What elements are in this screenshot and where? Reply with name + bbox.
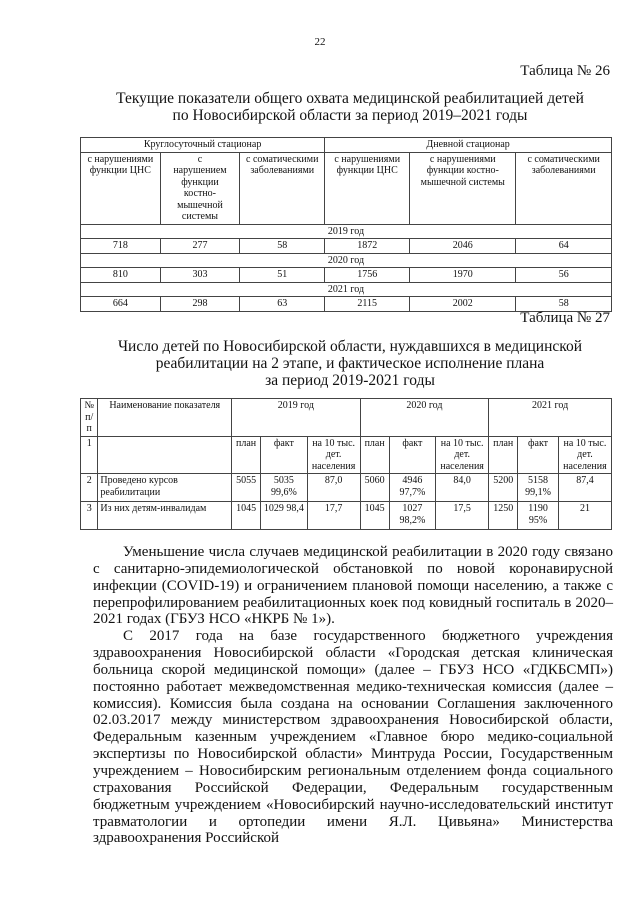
cell: 87,0 xyxy=(307,474,360,502)
column-header: с нарушениями функции ЦНС xyxy=(81,152,161,224)
group-header: Дневной стационар xyxy=(325,138,612,153)
group-row xyxy=(81,138,612,153)
column-header: с нарушением функции костно-мышечной системы xyxy=(160,152,240,224)
subheader-row xyxy=(81,436,612,474)
title-line: реабилитации на 2 этапе, и фактическое исполнение плана xyxy=(155,355,545,372)
cell: 3 xyxy=(81,502,98,530)
cell: 1872 xyxy=(325,239,410,254)
column-header: с нарушениями функции ЦНС xyxy=(325,152,410,224)
body-text xyxy=(93,544,613,847)
cell: 87,4 xyxy=(558,474,611,502)
cell: 1045 xyxy=(232,502,261,530)
sub-header: план xyxy=(232,436,261,474)
cell: 84,0 xyxy=(436,474,489,502)
cell: 1970 xyxy=(410,268,516,283)
cell: 4946 97,7% xyxy=(389,474,435,502)
year-row: 2021 год xyxy=(81,282,612,297)
column-header: с соматическими заболеваниями xyxy=(516,152,612,224)
paragraph: С 2017 года на базе государственного бюджетного учреждения здравоохранения Новосибирской области «Городская детская клиническая больница скорой медицинской помощи» (далее – ГБУЗ НСО «ГДКБСМП») постоянно работает межведомственная медико-техническая комиссия (далее – комиссия). Комиссия была создана на основании Соглашения заключенного 02.03.2017 между министерством здравоохранения Новосибирской области, Федеральным казенным учреждением «Главное бюро медико-социальной экспертизы по Новосибирской области» Минтруда России, Государственным учреждением – Новосибирским региональным отделением фонда социального страхования Российской Федерации, Федеральным государственным бюджетным учреждением «Новосибирский научно-исследовательский институт травматологии и ортопедии имени Я.Л. Цивьяна» Министерства здравоохранения Российской xyxy=(93,628,613,847)
table-27 xyxy=(80,398,612,530)
sub-header: факт xyxy=(518,436,559,474)
year-header: 2020 год xyxy=(360,399,489,437)
sub-header: на 10 тыс. дет. населения xyxy=(307,436,360,474)
header-row xyxy=(81,399,612,437)
cell: 17,7 xyxy=(307,502,360,530)
cell: 1027 98,2% xyxy=(389,502,435,530)
cell: 1190 95% xyxy=(518,502,559,530)
cell: 5158 99,1% xyxy=(518,474,559,502)
sub-header: на 10 тыс. дет. населения xyxy=(436,436,489,474)
cell: Проведено курсов реабилитации xyxy=(98,474,232,502)
cell: 1 xyxy=(81,436,98,474)
column-header-num: № п/п xyxy=(81,399,98,437)
sub-header: план xyxy=(489,436,518,474)
cell: 303 xyxy=(160,268,240,283)
cell: 5055 xyxy=(232,474,261,502)
cell: Из них детям-инвалидам xyxy=(98,502,232,530)
table-row xyxy=(81,239,612,254)
cell: 2046 xyxy=(410,239,516,254)
group-header: Круглосуточный стационар xyxy=(81,138,325,153)
column-header: с соматическими заболеваниями xyxy=(240,152,325,224)
column-header-row xyxy=(81,152,612,224)
cell: 64 xyxy=(516,239,612,254)
cell: 277 xyxy=(160,239,240,254)
sub-header: факт xyxy=(389,436,435,474)
year-header: 2021 год xyxy=(489,399,612,437)
cell: 51 xyxy=(240,268,325,283)
year-row: 2019 год xyxy=(81,224,612,239)
paragraph: Уменьшение числа случаев медицинской реабилитации в 2020 году связано с санитарно-эпидемиологической обстановкой по новой коронавирусной инфекции (COVID-19) и ограничением плановой помощи населению, а также с перепрофилированием реабилитационных коек под ковидный госпиталь в 2020–2021 годах (ГБУЗ НСО «НКРБ № 1»). xyxy=(93,544,613,628)
cell: 2115 xyxy=(325,297,410,312)
table-26-title xyxy=(60,90,640,124)
sub-header: план xyxy=(360,436,389,474)
table-row xyxy=(81,474,612,502)
table-row xyxy=(81,268,612,283)
cell: 2002 xyxy=(410,297,516,312)
table-26-label: Таблица № 26 xyxy=(520,63,610,79)
year-row: 2020 год xyxy=(81,253,612,268)
cell: 5035 99,6% xyxy=(261,474,307,502)
cell: 63 xyxy=(240,297,325,312)
table-row xyxy=(81,502,612,530)
cell: 810 xyxy=(81,268,161,283)
sub-header: на 10 тыс. дет. населения xyxy=(558,436,611,474)
page-number: 22 xyxy=(314,36,326,48)
table-26 xyxy=(80,137,612,312)
cell: 21 xyxy=(558,502,611,530)
cell: 1250 xyxy=(489,502,518,530)
cell: 1029 98,4 xyxy=(261,502,307,530)
column-header-name: Наименование показателя xyxy=(98,399,232,437)
cell: 17,5 xyxy=(436,502,489,530)
column-header: с нарушениями функции костно-мышечной системы xyxy=(410,152,516,224)
cell: 5200 xyxy=(489,474,518,502)
cell: 718 xyxy=(81,239,161,254)
title-line: за период 2019-2021 годы xyxy=(265,372,435,389)
cell: 298 xyxy=(160,297,240,312)
table-27-label: Таблица № 27 xyxy=(520,310,610,326)
cell: 1756 xyxy=(325,268,410,283)
year-header: 2019 год xyxy=(232,399,361,437)
cell: 58 xyxy=(516,297,612,312)
table-27-title xyxy=(60,338,640,389)
cell: 56 xyxy=(516,268,612,283)
table-row xyxy=(81,297,612,312)
cell: 58 xyxy=(240,239,325,254)
cell: 2 xyxy=(81,474,98,502)
sub-header: факт xyxy=(261,436,307,474)
cell: 5060 xyxy=(360,474,389,502)
cell: 664 xyxy=(81,297,161,312)
cell: 1045 xyxy=(360,502,389,530)
title-line: по Новосибирской области за период 2019–2021 годы xyxy=(172,107,528,124)
title-line: Число детей по Новосибирской области, нуждавшихся в медицинской xyxy=(117,338,583,355)
title-line: Текущие показатели общего охвата медицинской реабилитацией детей xyxy=(116,90,584,107)
